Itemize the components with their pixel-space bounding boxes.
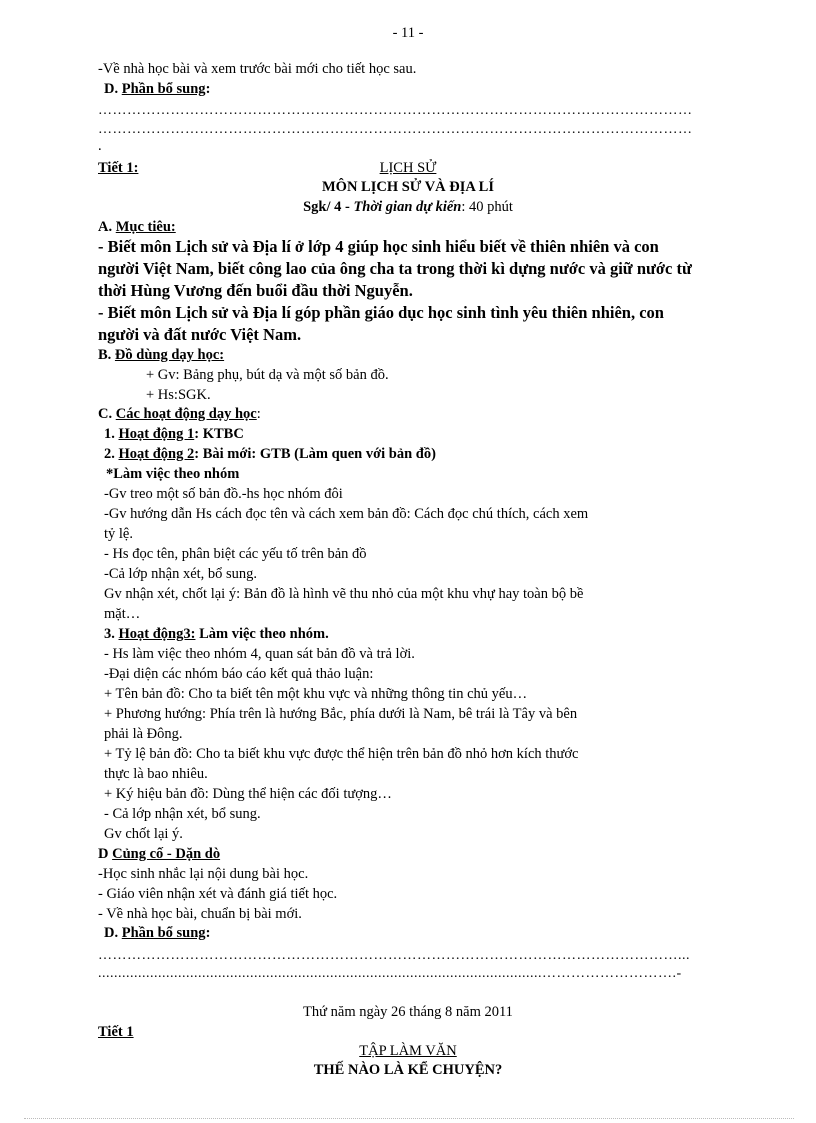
sgk-ref: Sgk/ 4 -: [303, 199, 354, 215]
objective-1-line-1: - Biết môn Lịch sử và Địa lí ở lớp 4 giúp học sinh hiểu biết về thiên nhiên và con: [98, 237, 659, 256]
group-work-note: *Làm việc theo nhóm: [106, 466, 240, 482]
activity-3-prefix: 3.: [104, 626, 119, 642]
activity-3-line-7: thực là bao nhiêu.: [104, 766, 208, 782]
supplement-label: Phần bổ sung: [121, 81, 206, 97]
objectives-label: Mục tiêu:: [115, 219, 176, 235]
student-materials: + Hs:SGK.: [146, 387, 211, 403]
activity-2: [104, 445, 436, 463]
time-value: : 40 phút: [461, 199, 513, 215]
activity-3-line-5: phải là Đông.: [104, 726, 183, 742]
consolidation-label: Củng cố - Dặn dò: [112, 846, 221, 862]
supplement-heading: [104, 80, 210, 98]
activity-2-text: : Bài mới: GTB (Làm quen với bản đồ): [194, 446, 436, 462]
objectives-prefix: A.: [98, 219, 116, 235]
time-label: Thời gian dự kiến: [353, 199, 462, 215]
activity-1-prefix: 1.: [104, 426, 119, 442]
supplement-2-dots-2: ...............................................................................................................……………………….-: [98, 966, 682, 981]
activity-2-label: Hoạt động 2: [118, 446, 195, 462]
supplement-colon: :: [205, 81, 211, 97]
next-lesson-title: THẾ NÀO LÀ KỂ CHUYỆN?: [313, 1062, 503, 1078]
supplement-2-dots-1: …………………………………………………………………………………………………………...: [98, 948, 690, 963]
activity-2-line-7: mặt…: [104, 606, 141, 622]
activity-2-line-4: - Hs đọc tên, phân biệt các yếu tố trên bản đồ: [104, 546, 367, 562]
activity-2-line-6: Gv nhận xét, chốt lại ý: Bản đồ là hình vẽ thu nhỏ của một khu vhự hay toàn bộ bề: [104, 586, 584, 602]
homework-line: -Về nhà học bài và xem trước bài mới cho tiết học sau.: [98, 61, 417, 77]
next-lesson-period: Tiết 1: [98, 1024, 134, 1040]
activity-1-label: Hoạt động 1: [118, 426, 195, 442]
objective-2-line-1: - Biết môn Lịch sử và Địa lí góp phần giáo dục học sinh tình yêu thiên nhiên, con: [98, 303, 664, 322]
lesson-date: Thứ năm ngày 26 tháng 8 năm 2011: [303, 1004, 513, 1020]
lesson-time: [0, 198, 816, 216]
activity-3-line-10: Gv chốt lại ý.: [104, 826, 183, 842]
supplement-dots-1: ……………………………………………………………………………………………………………: [98, 103, 693, 118]
activity-3-line-8: + Ký hiệu bản đồ: Dùng thể hiện các đối tượng…: [104, 786, 392, 802]
page-number: - 11 -: [392, 25, 424, 41]
consolidation-prefix: D: [98, 846, 113, 862]
activity-2-line-1: -Gv treo một số bản đồ.-hs học nhóm đôi: [104, 486, 343, 502]
supplement-prefix: D.: [104, 81, 122, 97]
lesson-subject: LỊCH SỬ: [379, 160, 437, 176]
supplement-heading-2: [104, 924, 210, 942]
supplement-dot-end: .: [98, 138, 102, 154]
next-lesson-subject: TẬP LÀM VĂN: [359, 1043, 457, 1059]
lesson-title: MÔN LỊCH SỬ VÀ ĐỊA LÍ: [321, 179, 494, 195]
page-bottom-border: [24, 1118, 794, 1119]
activity-3-line-1: - Hs làm việc theo nhóm 4, quan sát bản đồ và trả lời.: [104, 646, 415, 662]
activity-3: [104, 625, 329, 643]
activity-1: [104, 425, 244, 443]
activity-3-text: Làm việc theo nhóm.: [195, 626, 329, 642]
materials-prefix: B.: [98, 347, 115, 363]
activity-1-text: : KTBC: [194, 426, 244, 442]
supplement-2-label: Phần bổ sung: [121, 925, 206, 941]
objective-1-line-2: người Việt Nam, biết công lao của ông cha ta trong thời kì dựng nước và giữ nước từ: [98, 259, 692, 278]
consolidation-heading: [98, 845, 220, 863]
activities-label: Các hoạt động dạy học: [115, 406, 257, 422]
activity-3-line-3: + Tên bản đồ: Cho ta biết tên một khu vực và những thông tin chủ yếu…: [104, 686, 528, 702]
activity-2-line-5: -Cả lớp nhận xét, bổ sung.: [104, 566, 258, 582]
activity-3-line-4: + Phương hướng: Phía trên là hướng Bắc, phía dưới là Nam, bê trái là Tây và bên: [104, 706, 578, 722]
consolidation-line-3: - Về nhà học bài, chuẩn bị bài mới.: [98, 906, 302, 922]
activities-colon: :: [256, 406, 261, 422]
activity-2-prefix: 2.: [104, 446, 119, 462]
objectives-heading: [98, 218, 176, 236]
materials-label: Đồ dùng dạy học:: [114, 347, 225, 363]
consolidation-line-1: -Học sinh nhắc lại nội dung bài học.: [98, 866, 309, 882]
materials-heading: [98, 346, 224, 364]
lesson-period: Tiết 1:: [98, 160, 139, 176]
activity-3-line-9: - Cả lớp nhận xét, bổ sung.: [104, 806, 261, 822]
activity-3-line-2: -Đại diện các nhóm báo cáo kết quả thảo luận:: [104, 666, 374, 682]
activity-2-line-2: -Gv hướng dẫn Hs cách đọc tên và cách xem bản đồ: Cách đọc chú thích, cách xem: [104, 506, 589, 522]
teacher-materials: + Gv: Bảng phụ, bút dạ và một số bản đồ.: [146, 367, 389, 383]
supplement-2-prefix: D.: [104, 925, 122, 941]
consolidation-line-2: - Giáo viên nhận xét và đánh giá tiết học.: [98, 886, 338, 902]
activity-2-line-3: tỷ lệ.: [104, 526, 133, 542]
supplement-dots-2: ……………………………………………………………………………………………………………: [98, 122, 693, 137]
activity-3-line-6: + Tỷ lệ bản đồ: Cho ta biết khu vực được thể hiện trên bản đồ nhỏ hơn kích thước: [104, 746, 579, 762]
supplement-2-colon: :: [205, 925, 211, 941]
activity-3-label: Hoạt động3:: [118, 626, 196, 642]
objective-2-line-2: người và đất nước Việt Nam.: [98, 325, 302, 344]
activities-prefix: C.: [98, 406, 116, 422]
activities-heading: [98, 405, 261, 423]
objective-1-line-3: thời Hùng Vương đến buổi đầu thời Nguyễn.: [98, 281, 413, 300]
